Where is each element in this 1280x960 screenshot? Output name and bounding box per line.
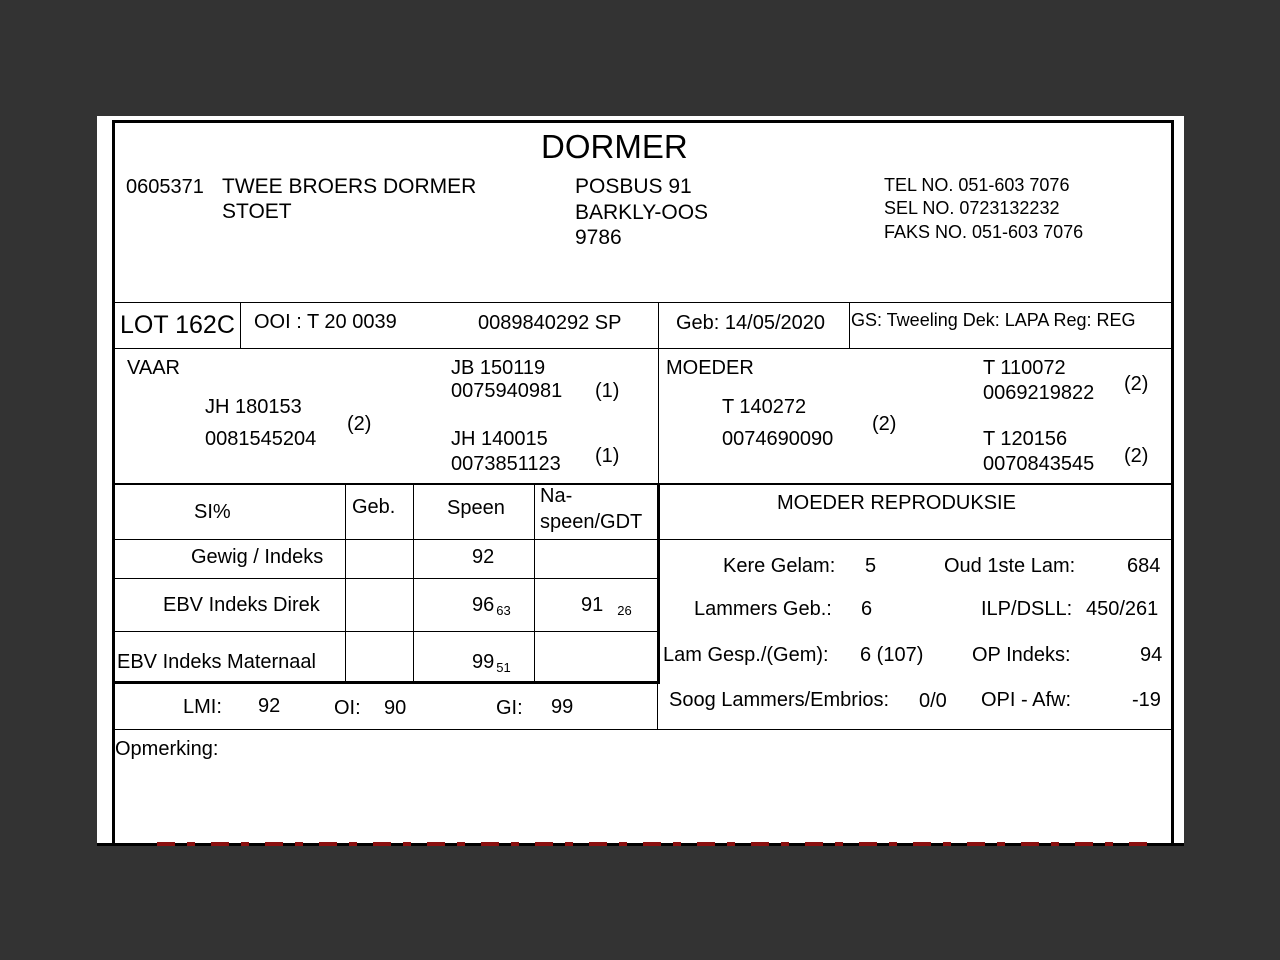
address-line-2: BARKLY-OOS — [575, 201, 709, 224]
row-label-gewig: Gewig / Indeks — [191, 546, 324, 568]
row-label-ebv-direk: EBV Indeks Direk — [163, 594, 320, 616]
dam-dam-id: T 120156 — [983, 428, 1068, 450]
si-row1-bottom-line — [114, 578, 658, 579]
tel-number: TEL NO. 051-603 7076 — [884, 175, 1070, 195]
speen-value-maternaal — [472, 651, 511, 675]
si-table-top-line — [114, 483, 1172, 485]
speen-maternaal-main: 99 — [472, 651, 495, 673]
naspeen-direk-accuracy: 26 — [617, 603, 632, 618]
breeder-number: 0605371 — [126, 176, 204, 198]
dam-sire-grade: (2) — [1124, 373, 1149, 395]
ewe-id: OOI : T 20 0039 — [254, 311, 397, 333]
birth-status-info: GS: Tweeling Dek: LAPA Reg: REG — [851, 310, 1136, 330]
lam-gesp-label: Lam Gesp./(Gem): — [663, 644, 829, 666]
op-indeks-value: 94 — [1140, 644, 1163, 666]
speen-direk-accuracy: 63 — [496, 603, 511, 618]
summary-divider — [657, 682, 658, 729]
soog-lammers-label: Soog Lammers/Embrios: — [669, 689, 890, 711]
si-table-bottom-line — [114, 681, 660, 684]
si-col-divider-3 — [534, 484, 535, 683]
si-col-divider-2 — [413, 484, 414, 683]
oi-label: OI: — [334, 697, 361, 719]
kere-gelam-label: Kere Gelam: — [723, 555, 836, 577]
soog-lammers-value: 0/0 — [919, 690, 947, 712]
lammers-geb-value: 6 — [861, 598, 873, 620]
sire-label: VAAR — [127, 357, 180, 379]
op-indeks-label: OP Indeks: — [972, 644, 1071, 666]
dam-id: T 140272 — [722, 396, 807, 418]
opi-afw-value: -19 — [1132, 689, 1161, 711]
lot-row-bottom-line — [114, 348, 1172, 349]
address-line-1: POSBUS 91 — [575, 175, 692, 198]
naspeen-direk-main: 91 — [581, 594, 604, 616]
si-header: SI% — [194, 501, 231, 523]
sire-dam-number: 0073851123 — [451, 453, 561, 475]
dam-label: MOEDER — [666, 357, 754, 379]
dam-dam-number: 0070843545 — [983, 453, 1095, 475]
speen-direk-main: 96 — [472, 594, 495, 616]
dam-grade: (2) — [872, 413, 897, 435]
lot-divider-2 — [658, 302, 659, 484]
dam-dam-grade: (2) — [1124, 445, 1149, 467]
gi-label: GI: — [496, 697, 523, 719]
speen-maternaal-accuracy: 51 — [496, 660, 511, 675]
birth-date: Geb: 14/05/2020 — [676, 312, 826, 334]
breeder-name: TWEE BROERS DORMER — [222, 175, 477, 198]
si-col-divider-1 — [345, 484, 346, 683]
remarks-label: Opmerking: — [115, 738, 219, 760]
reproduction-title: MOEDER REPRODUKSIE — [777, 492, 1016, 514]
dam-number: 0074690090 — [722, 428, 834, 450]
row-label-ebv-maternaal: EBV Indeks Maternaal — [117, 651, 316, 673]
kere-gelam-value: 5 — [865, 555, 877, 577]
cropped-red-text — [157, 842, 1157, 846]
naspeen-header-line1: Na- — [540, 485, 573, 507]
breeder-name-line2: STOET — [222, 200, 292, 223]
sire-sire-id: JB 150119 — [451, 357, 546, 379]
dam-sire-number: 0069219822 — [983, 382, 1095, 404]
ilp-dsll-value: 450/261 — [1086, 598, 1159, 620]
speen-header: Speen — [447, 497, 505, 519]
sire-id: JH 180153 — [205, 396, 302, 418]
lot-number: LOT 162C — [120, 311, 235, 339]
sire-dam-id: JH 140015 — [451, 428, 548, 450]
geb-header: Geb. — [352, 496, 396, 518]
lot-row-top-line — [114, 302, 1172, 303]
gi-value: 99 — [551, 696, 574, 718]
summary-row-bottom-line — [114, 729, 1172, 730]
si-row2-bottom-line — [114, 631, 658, 632]
sire-sire-grade: (1) — [595, 380, 620, 402]
ilp-dsll-label: ILP/DSLL: — [981, 598, 1073, 620]
naspeen-value-direk — [581, 594, 632, 618]
si-table-right-edge — [657, 484, 660, 684]
sel-number: SEL NO. 0723132232 — [884, 198, 1060, 218]
lot-divider-3 — [849, 302, 850, 348]
speen-value-gewig: 92 — [472, 546, 495, 568]
oud-eerste-lam-value: 684 — [1127, 555, 1161, 577]
lot-card — [97, 116, 1184, 846]
opi-afw-label: OPI - Afw: — [981, 689, 1072, 711]
dam-sire-id: T 110072 — [983, 357, 1066, 379]
ewe-registration-number: 0089840292 SP — [478, 312, 622, 334]
naspeen-header-line2: speen/GDT — [540, 511, 643, 533]
sire-grade: (2) — [347, 413, 372, 435]
breed-title: DORMER — [541, 128, 688, 165]
sire-number: 0081545204 — [205, 428, 317, 450]
lammers-geb-label: Lammers Geb.: — [694, 598, 832, 620]
si-header-bottom-line — [114, 539, 1172, 540]
frame-top — [112, 120, 1174, 123]
lam-gesp-value: 6 (107) — [860, 644, 924, 666]
lmi-value: 92 — [258, 695, 281, 717]
speen-value-direk — [472, 594, 511, 618]
sire-dam-grade: (1) — [595, 445, 620, 467]
oi-value: 90 — [384, 697, 407, 719]
address-line-3: 9786 — [575, 226, 622, 249]
sire-sire-number: 0075940981 — [451, 380, 563, 402]
faks-number: FAKS NO. 051-603 7076 — [884, 222, 1084, 242]
lot-divider-1 — [240, 302, 241, 348]
lmi-label: LMI: — [183, 696, 222, 718]
oud-eerste-lam-label: Oud 1ste Lam: — [944, 555, 1076, 577]
